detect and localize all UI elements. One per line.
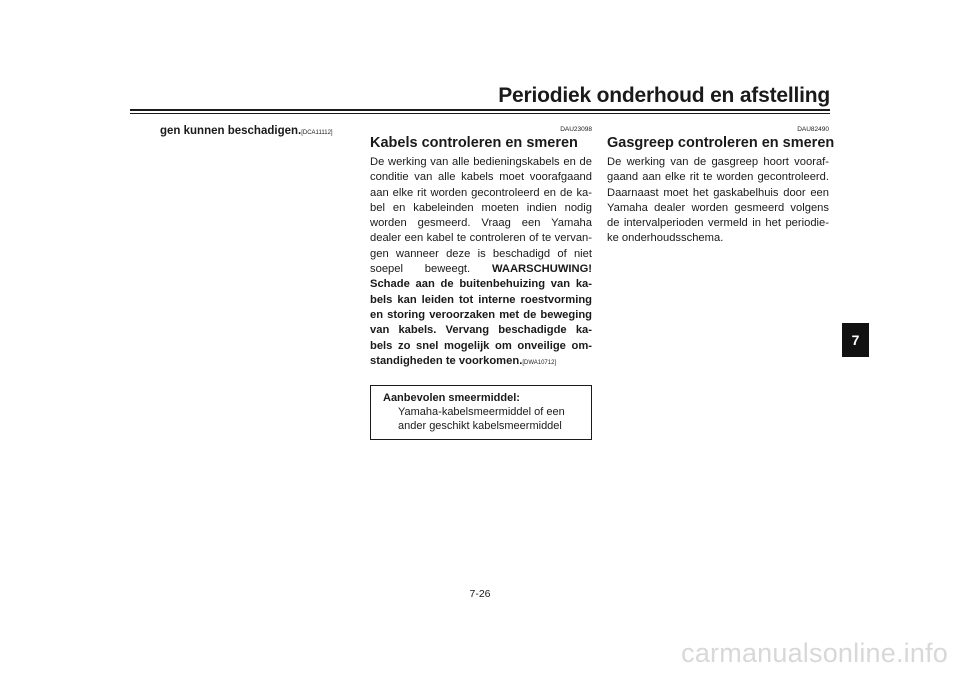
- body-text: De werking van alle bedieningskabels en de conditie van alle kabels moet voorafgaand aan elke rit worden gecontroleerd en de ka- bel en kabeleinden moeten indien nodig worden gesmeerd. Vraag een Yamaha dealer een kabel te controleren of te vervan- gen wanneer deze is beschadigd of niet soepel beweegt.: [370, 156, 592, 276]
- throttle-section: [607, 124, 835, 247]
- chapter-tab: 7: [842, 323, 869, 357]
- page-number: 7-26: [469, 588, 491, 600]
- section-body: De werking van de gasgreep hoort vooraf- gaand aan elke rit te worden gecontroleerd. Daarnaast moet het gaskabelhuis door een Yamaha dealer worden gesmeerd volgens de intervalperioden vermeld in het periodie- ke onderhoudsschema.: [607, 156, 829, 245]
- left-column: [146, 124, 368, 141]
- section-code: DAU82490: [797, 126, 829, 133]
- warning-code: [DWA10712]: [522, 359, 557, 366]
- watermark: carmanualsonline.info: [681, 638, 948, 668]
- recommended-lubricant-box: [370, 385, 592, 440]
- section-heading: Gasgreep controleren en smeren: [607, 135, 835, 151]
- section-body: [370, 155, 592, 371]
- header-rule-thick: [130, 109, 830, 111]
- header-rule-thin: [130, 113, 830, 114]
- page-header-title: Periodiek onderhoud en afstelling: [498, 84, 830, 107]
- caution-text: gen kunnen beschadigen.: [160, 125, 302, 137]
- caution-code: [DCA11112]: [301, 130, 333, 136]
- warning-text: WAARSCHUWING! Schade aan de buitenbehuizing van ka- bels kan leiden tot interne roestvorming en storing veroorzaken met de beweging van kabels. Vervang beschadigde ka- bels zo snel mogelijk om onveilige om- standigheden te voorkomen.: [370, 263, 592, 367]
- section-code: DAU23098: [560, 126, 592, 133]
- recommended-lubricant-value: Yamaha-kabelsmeermiddel of een ander geschikt kabelsmeermiddel: [398, 406, 565, 433]
- recommended-lubricant-title: Aanbevolen smeermiddel:: [383, 392, 520, 405]
- section-heading: Kabels controleren en smeren: [370, 135, 578, 151]
- cables-section: [370, 124, 592, 440]
- continued-caution-text: [146, 124, 333, 141]
